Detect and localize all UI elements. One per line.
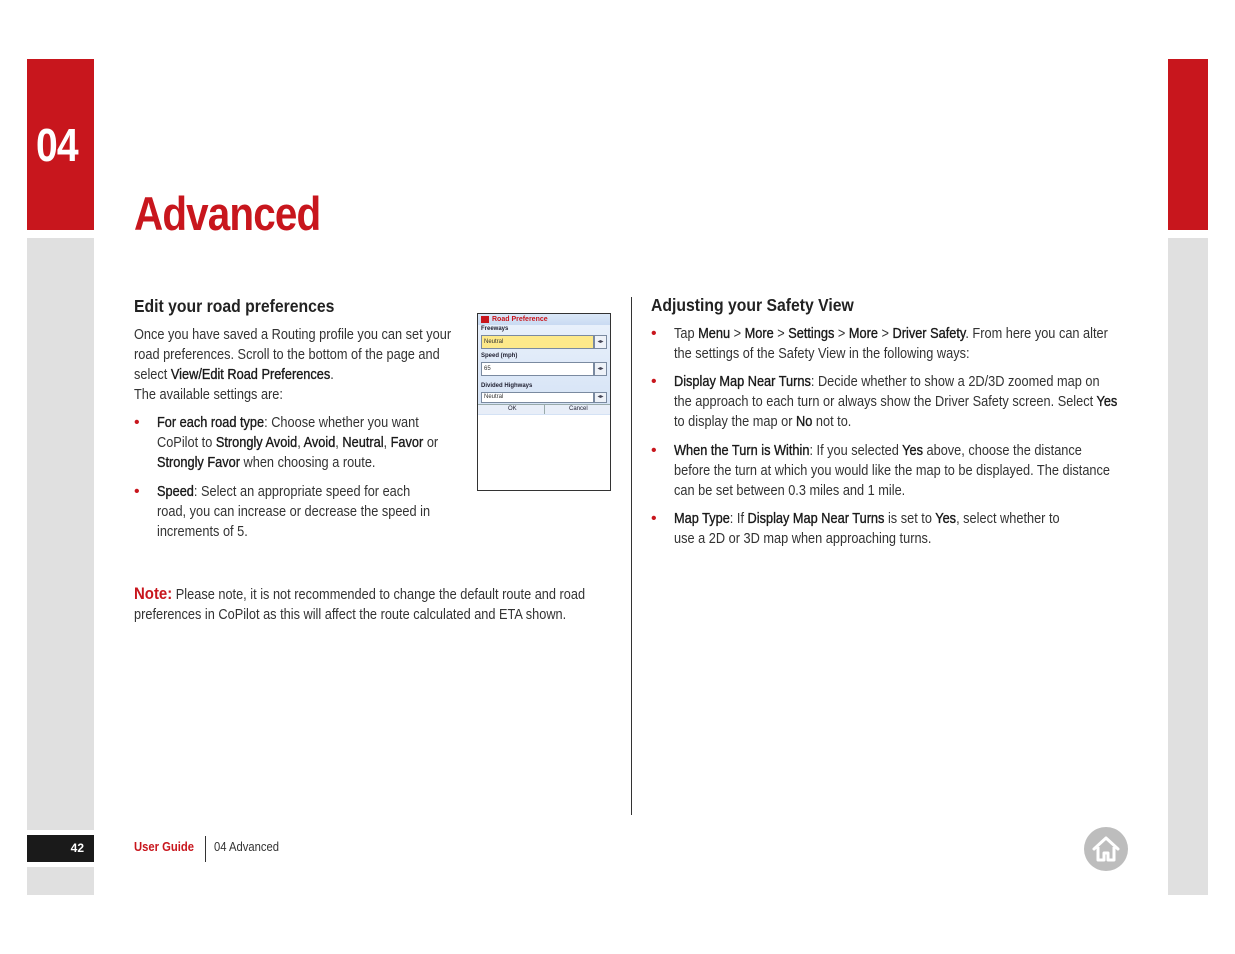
device-cancel-button: Cancel — [569, 406, 588, 412]
home-icon — [1084, 827, 1128, 871]
section-heading-safety-view: Adjusting your Safety View — [651, 295, 854, 315]
footer-user-guide[interactable]: User Guide — [134, 840, 195, 854]
divided-arrows-icon: ◂▸ — [594, 392, 607, 403]
bullet-term: Neutral — [342, 435, 384, 451]
bullet-term: Settings — [788, 326, 835, 342]
bullet-text: above, choose the distance before the turn at which you would like the map to be displayed. The distance can be set between 0.3 miles and 1 mile. — [674, 443, 1110, 499]
bullet-term: More — [744, 326, 774, 342]
speed-arrows-icon: ◂▸ — [594, 362, 607, 376]
intro-period: . — [330, 367, 334, 383]
bullet-term: More — [848, 326, 878, 342]
right-gray-band — [1168, 238, 1208, 895]
freeways-label: Freeways — [481, 326, 509, 332]
column-divider — [631, 297, 632, 815]
device-ok-button: OK — [508, 406, 517, 412]
intro-text: Once you have saved a Routing profile you can set your road preferences. Scroll to the bottom of the page and select — [134, 327, 452, 383]
copilot-logo-icon — [481, 316, 489, 323]
intro-settings-text: The available settings are: — [134, 387, 283, 403]
divided-highways-field: Neutral — [481, 392, 594, 403]
bullet-text: : If — [729, 511, 748, 527]
bullet-dot: • — [134, 414, 140, 431]
list-item — [674, 372, 1118, 432]
bullet-dot: • — [651, 442, 657, 459]
bullet-text: or — [423, 435, 439, 451]
speed-label: Speed (mph) — [481, 353, 518, 359]
chapter-number: 04 — [36, 119, 78, 171]
bullet-text: : If you selected — [809, 443, 903, 459]
bullet-term: Avoid — [303, 435, 336, 451]
bullet-text: is set to — [884, 511, 936, 527]
right-red-band — [1168, 59, 1208, 230]
bullet-text: : Decide whether to show a 2D/3D zoomed map on the approach to each turn or always show the Driver Safety screen. Select — [674, 374, 1100, 410]
list-item — [157, 482, 439, 542]
road-preference-screenshot — [477, 313, 611, 491]
footer-chapter[interactable]: 04 Advanced — [214, 840, 280, 854]
bullet-dot: • — [651, 510, 657, 527]
note-label: Note: — [134, 584, 173, 603]
intro-paragraph — [134, 325, 460, 405]
bullet-text: : Select an appropriate speed for each road, you can increase or decrease the speed in increments of 5. — [157, 484, 431, 540]
bullet-text: > — [877, 326, 893, 342]
freeways-arrows-icon: ◂▸ — [594, 335, 607, 349]
bullet-dot: • — [651, 373, 657, 390]
bullet-term: For each road type — [157, 415, 265, 431]
bullet-term: Display Map Near Turns — [674, 374, 811, 390]
bullet-text: , select whether to use a 2D or 3D map when approaching turns. — [674, 511, 1060, 547]
bullet-term: Speed — [157, 484, 194, 500]
home-button[interactable] — [1084, 827, 1128, 871]
bullet-text: : Choose whether you want CoPilot to — [157, 415, 419, 451]
bullet-text: , — [297, 435, 304, 451]
device-title: Road Preference — [478, 314, 610, 325]
view-edit-link: View/Edit Road Preferences — [170, 367, 331, 383]
bullet-dot: • — [134, 483, 140, 500]
bullet-text: . From here you can alter the settings of the Safety View in the following ways: — [674, 326, 1108, 362]
footer-separator — [205, 836, 206, 862]
list-item — [674, 324, 1118, 364]
left-gray-band — [27, 238, 94, 830]
bullet-text: > — [773, 326, 789, 342]
bullet-dot: • — [651, 325, 657, 342]
bullet-term: When the Turn is Within — [674, 443, 810, 459]
device-button-divider — [544, 405, 545, 414]
bullet-text: not to. — [812, 414, 852, 430]
bullet-term: Yes — [1096, 394, 1118, 410]
list-item — [674, 509, 1079, 549]
freeways-field: Neutral — [481, 335, 594, 349]
bullet-term: No — [796, 414, 813, 430]
bullet-text: > — [730, 326, 745, 342]
bullet-text: to display the map or — [674, 414, 797, 430]
divided-highways-label: Divided Highways — [481, 383, 533, 389]
bullet-term: Strongly Avoid — [215, 435, 298, 451]
bullet-text: when choosing a route. — [239, 455, 376, 471]
bullet-text: Tap — [674, 326, 699, 342]
bullet-text: > — [834, 326, 849, 342]
bullet-term: Strongly Favor — [157, 455, 240, 471]
bullet-text: , — [335, 435, 343, 451]
bullet-text: , — [383, 435, 391, 451]
section-heading-road-preferences: Edit your road preferences — [134, 296, 335, 316]
list-item — [157, 413, 461, 473]
note-paragraph — [134, 584, 614, 625]
bullet-term: Display Map Near Turns — [747, 511, 885, 527]
speed-field: 65 — [481, 362, 594, 376]
list-item — [674, 441, 1118, 501]
page-title: Advanced — [134, 187, 321, 240]
bullet-term: Menu — [698, 326, 731, 342]
left-gray-band-bottom — [27, 867, 94, 895]
device-panel — [478, 325, 610, 415]
bullet-term: Yes — [935, 511, 957, 527]
bullet-term: Yes — [902, 443, 923, 459]
bullet-term: Driver Safety — [892, 326, 966, 342]
page-number: 42 — [27, 835, 94, 862]
note-text: Please note, it is not recommended to change the default route and road preferences in CoPilot as this will affect the route calculated and ETA shown. — [134, 587, 586, 623]
device-button-bar — [478, 404, 610, 414]
bullet-term: Favor — [390, 435, 424, 451]
bullet-term: Map Type — [674, 511, 730, 527]
